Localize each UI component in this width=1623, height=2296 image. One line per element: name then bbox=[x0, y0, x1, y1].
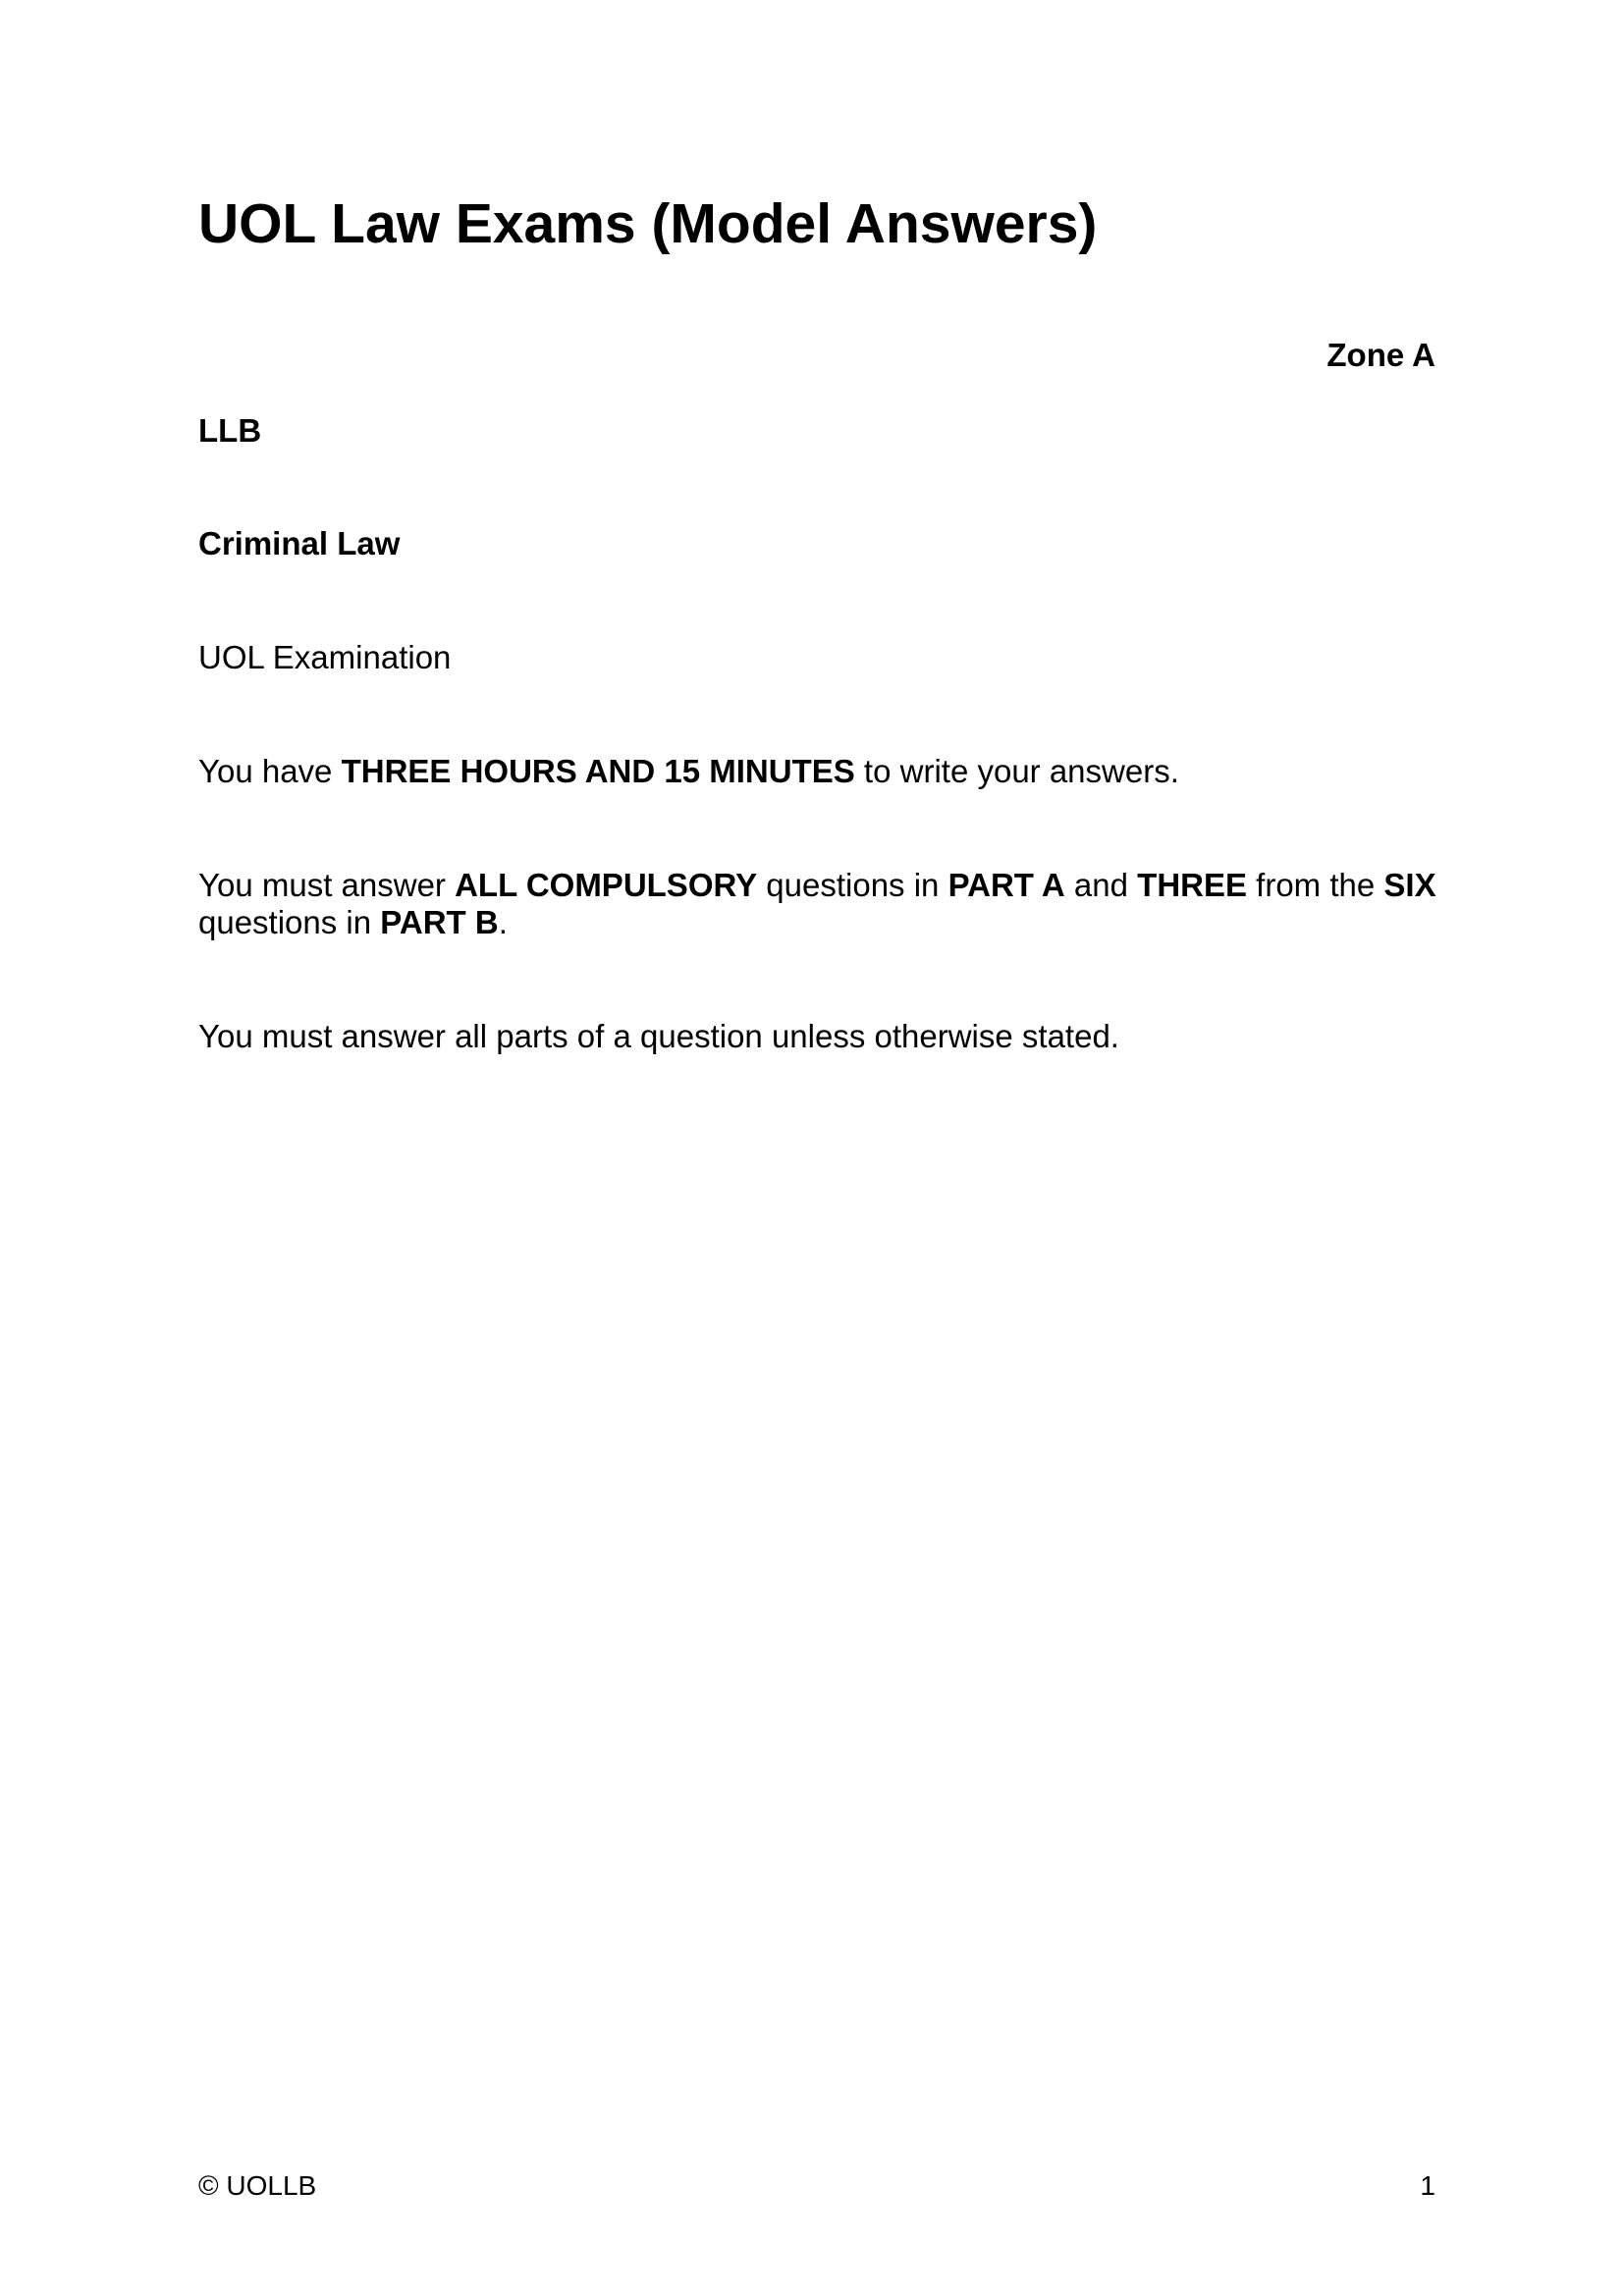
answer-instruction-text-1: You must answer bbox=[198, 867, 456, 903]
footer-copyright: © UOLLB bbox=[198, 2170, 317, 2201]
answer-instruction-bold-1: ALL COMPULSORY bbox=[455, 867, 758, 903]
answer-instruction bbox=[198, 867, 1437, 941]
time-instruction-prefix: You have bbox=[198, 753, 342, 789]
answer-instruction-bold-4: SIX bbox=[1383, 867, 1436, 903]
answer-instruction-bold-5: PART B bbox=[380, 904, 499, 940]
answer-instruction-text-6: . bbox=[498, 904, 508, 940]
exam-label: UOL Examination bbox=[198, 639, 452, 675]
degree-label: LLB bbox=[198, 412, 262, 449]
time-instruction bbox=[198, 753, 1179, 790]
parts-instruction: You must answer all parts of a question unless otherwise stated. bbox=[198, 1018, 1119, 1054]
answer-instruction-text-5: questions in bbox=[198, 904, 381, 940]
answer-instruction-bold-3: THREE bbox=[1137, 867, 1247, 903]
answer-instruction-text-2: questions in bbox=[757, 867, 948, 903]
footer-page-number: 1 bbox=[1420, 2170, 1435, 2201]
document-title: UOL Law Exams (Model Answers) bbox=[198, 192, 1098, 255]
answer-instruction-bold-2: PART A bbox=[947, 867, 1065, 903]
subject-label: Criminal Law bbox=[198, 525, 401, 561]
answer-instruction-text-4: from the bbox=[1247, 867, 1384, 903]
zone-label: Zone A bbox=[1326, 337, 1435, 373]
time-instruction-suffix: to write your answers. bbox=[854, 753, 1179, 789]
answer-instruction-text-3: and bbox=[1064, 867, 1138, 903]
time-instruction-duration: THREE HOURS AND 15 MINUTES bbox=[341, 753, 855, 789]
